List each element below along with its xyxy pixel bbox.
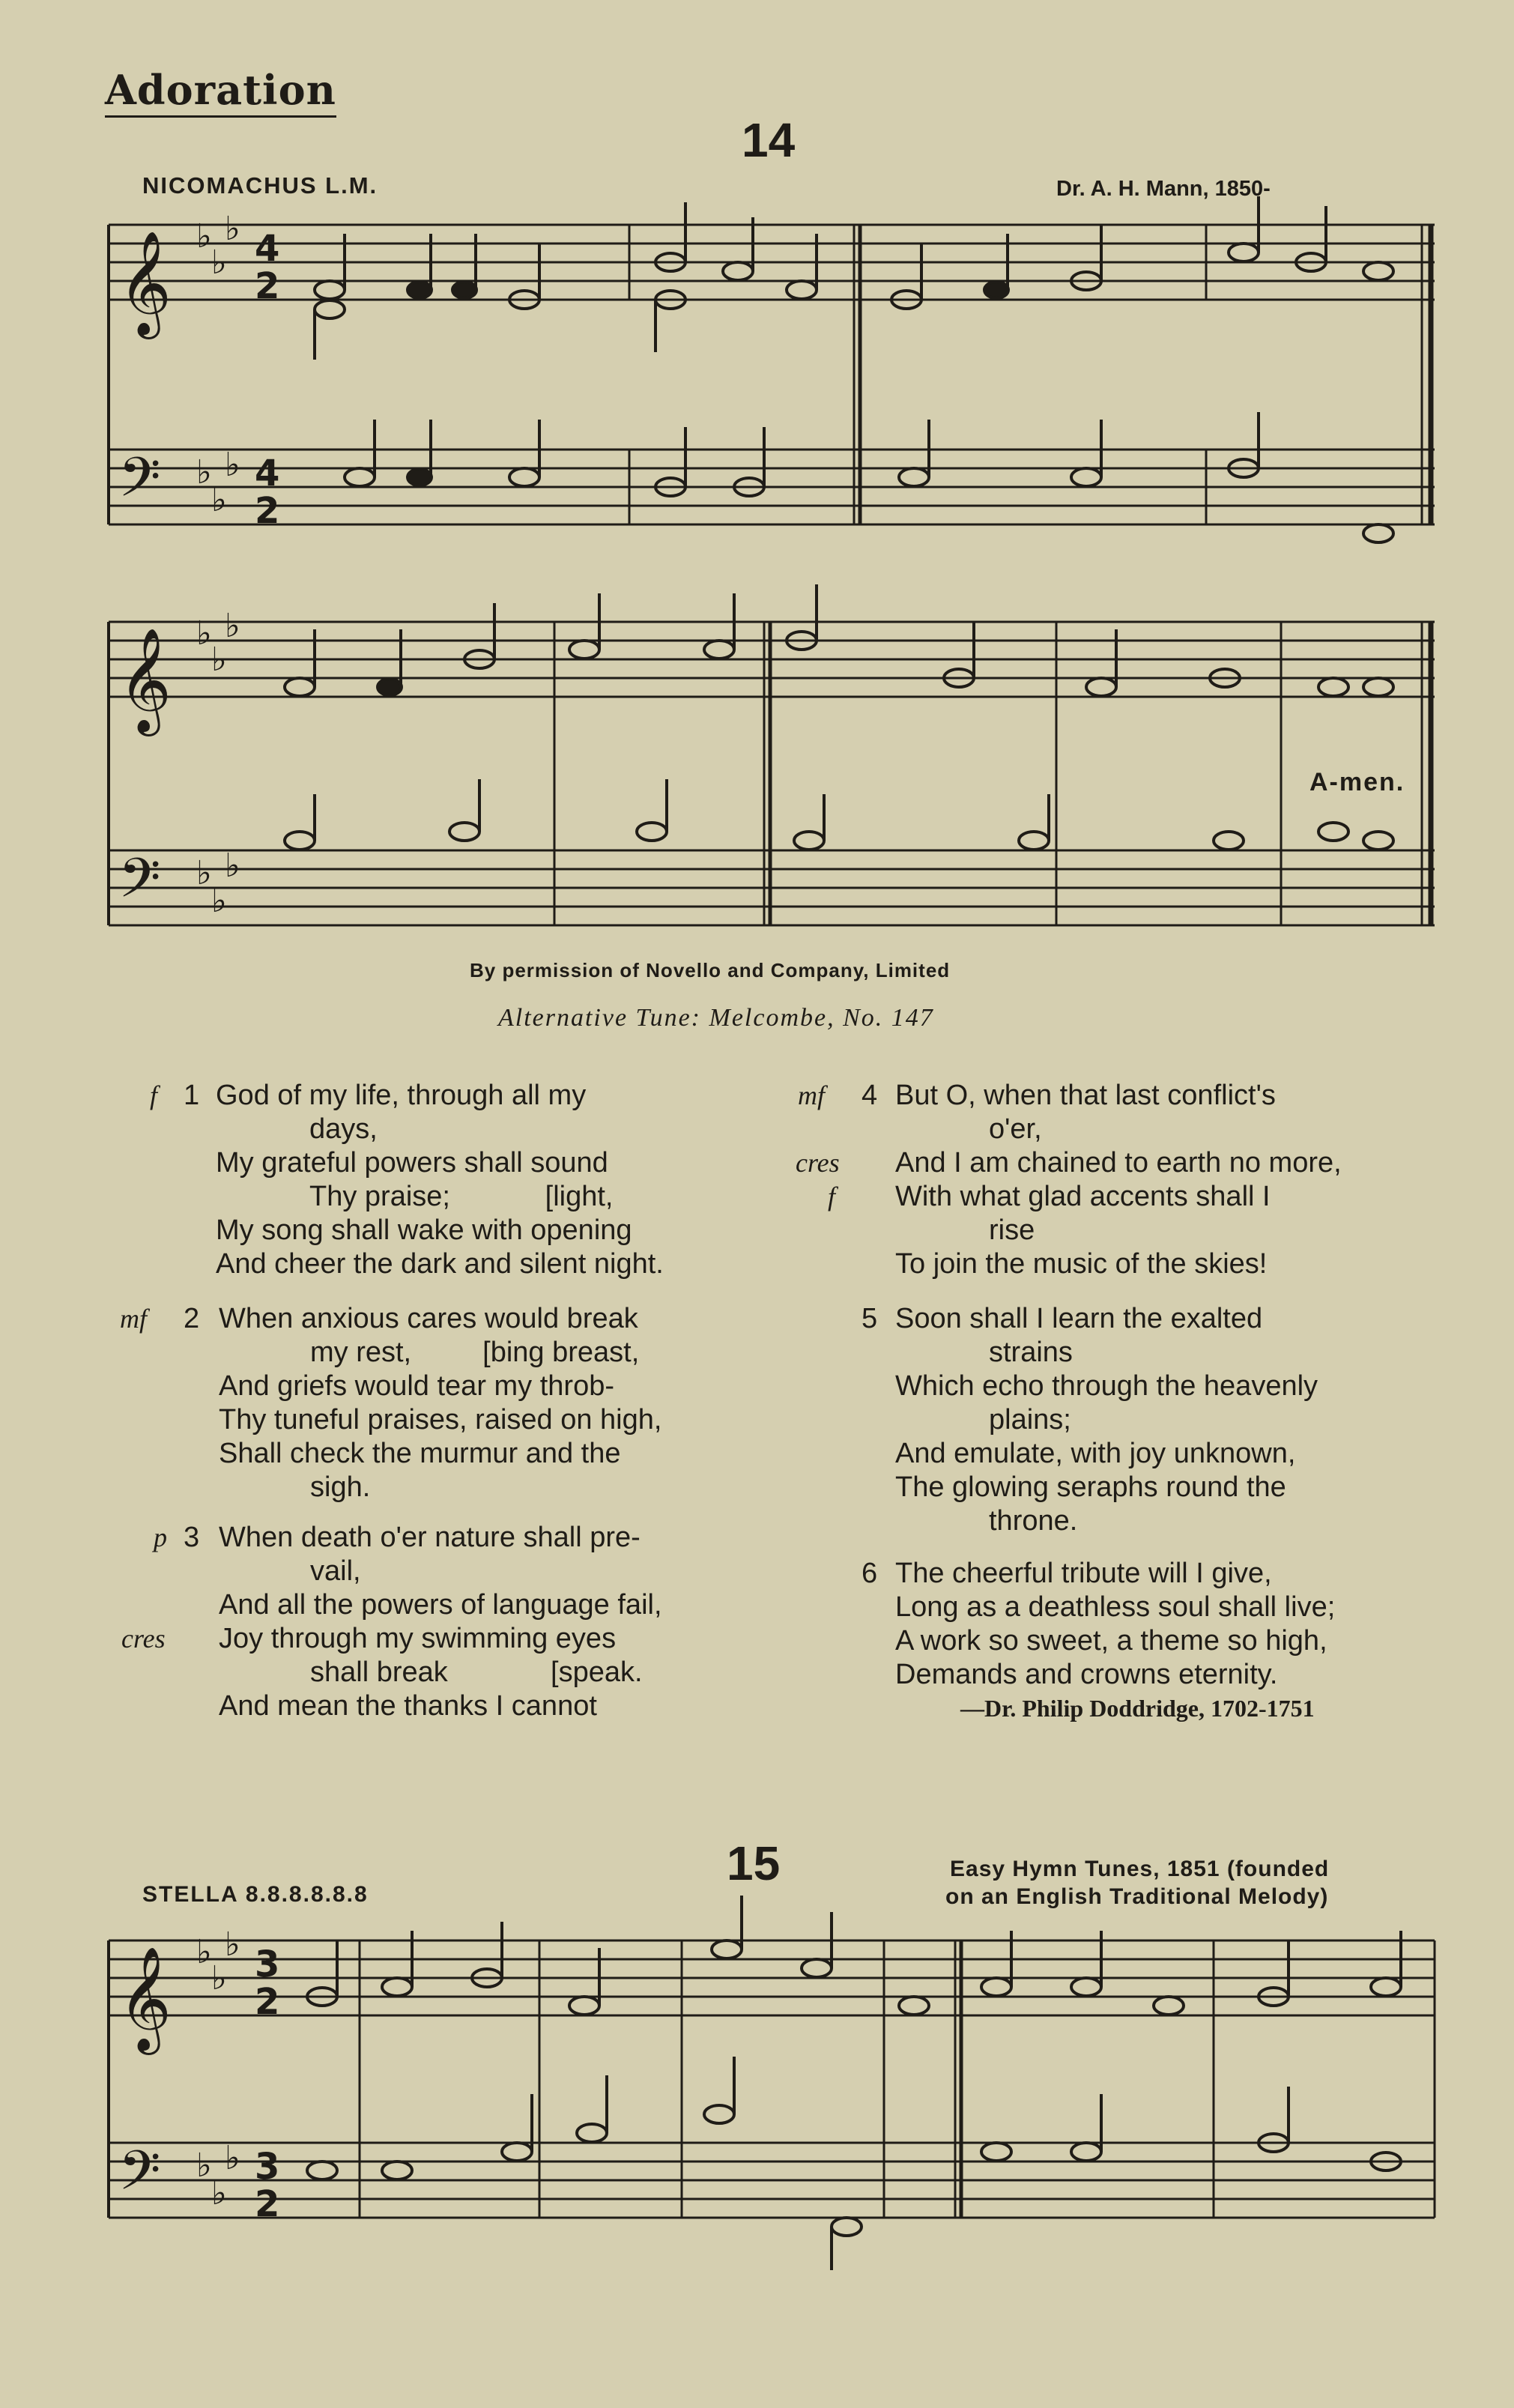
amen-label: A-men.: [1309, 768, 1405, 796]
verse-line: But O, when that last conflict's: [895, 1080, 1276, 1111]
verse-line: Thy tuneful praises, raised on high,: [219, 1404, 662, 1436]
hymn-14-number: 14: [742, 113, 796, 167]
section-title: Adoration: [105, 66, 336, 118]
verse-line: days,: [309, 1113, 378, 1145]
verse-number: 6: [862, 1558, 878, 1589]
svg-text:𝄢: 𝄢: [118, 445, 161, 522]
permission-note: By permission of Novello and Company, Limited: [470, 959, 951, 981]
svg-text:♭: ♭: [196, 2147, 212, 2185]
staff-15-bass: [109, 2143, 1435, 2218]
verse-line: vail,: [310, 1555, 361, 1587]
svg-text:♭: ♭: [196, 453, 212, 491]
hymn-14-tune-name: NICOMACHUS L.M.: [142, 172, 378, 199]
verse-number: 4: [862, 1080, 878, 1111]
svg-text:𝄢: 𝄢: [118, 2138, 161, 2215]
dynamic-mark-f: f: [828, 1182, 836, 1211]
verse-line: sigh.: [310, 1471, 371, 1503]
verse-line: To join the music of the skies!: [895, 1248, 1268, 1280]
svg-text:♭: ♭: [196, 854, 212, 892]
verse-line: plains;: [989, 1404, 1071, 1436]
hymn-15-source-line-2: on an English Traditional Melody): [945, 1884, 1329, 1909]
alternative-tune: Alternative Tune: Melcombe, No. 147: [498, 1004, 934, 1032]
svg-text:♭: ♭: [196, 217, 212, 255]
verse-line: shall break [speak.: [310, 1657, 643, 1688]
verse-line: Demands and crowns eternity.: [895, 1659, 1278, 1690]
svg-text:2: 2: [255, 1981, 280, 2023]
verse-line: throne.: [989, 1505, 1078, 1537]
svg-text:♭: ♭: [225, 210, 240, 248]
svg-text:2: 2: [255, 490, 280, 532]
dynamic-mark-cres: cres: [121, 1624, 166, 1654]
svg-text:♭: ♭: [225, 446, 240, 484]
verse-line: Thy praise; [light,: [309, 1181, 614, 1212]
verse-line: My grateful powers shall sound: [216, 1147, 608, 1179]
svg-text:♭: ♭: [225, 607, 240, 645]
dynamic-mark: f: [150, 1080, 158, 1110]
svg-text:♭: ♭: [225, 847, 240, 885]
svg-text:3: 3: [255, 1943, 280, 1985]
verse-line: God of my life, through all my: [216, 1080, 587, 1111]
verse-line: Long as a deathless soul shall live;: [895, 1591, 1336, 1623]
hymn-15-number: 15: [727, 1836, 781, 1890]
dynamic-mark: mf: [120, 1304, 147, 1334]
svg-text:2: 2: [255, 265, 280, 307]
svg-text:4: 4: [255, 453, 280, 494]
svg-text:♭: ♭: [196, 614, 212, 653]
verse-line: rise: [989, 1214, 1035, 1246]
verse-line: A work so sweet, a theme so high,: [895, 1625, 1327, 1657]
hymn-14-composer: Dr. A. H. Mann, 1850-: [1056, 177, 1271, 201]
svg-text:4: 4: [255, 228, 280, 270]
dynamic-mark: p: [154, 1522, 167, 1552]
svg-text:𝄢: 𝄢: [118, 846, 161, 923]
verse-line: And all the powers of language fail,: [219, 1589, 662, 1621]
verse-line: My song shall wake with opening: [216, 1214, 632, 1246]
verse-line: When death o'er nature shall pre-: [219, 1522, 641, 1553]
verse-number: 1: [184, 1080, 200, 1111]
verse-line: And griefs would tear my throb-: [219, 1370, 615, 1402]
verse-line: And mean the thanks I cannot: [219, 1690, 597, 1722]
verse-line: And emulate, with joy unknown,: [895, 1438, 1296, 1469]
svg-text:♭: ♭: [211, 641, 227, 679]
verse-line: With what glad accents shall I: [895, 1181, 1271, 1212]
svg-text:♭: ♭: [211, 481, 227, 519]
verse-line: Soon shall I learn the exalted: [895, 1303, 1263, 1334]
svg-text:♭: ♭: [211, 2174, 227, 2212]
svg-text:𝄞: 𝄞: [118, 628, 172, 732]
svg-text:♭: ♭: [225, 2139, 240, 2177]
dynamic-mark: mf: [798, 1080, 825, 1110]
hymn-15-tune-name: STELLA 8.8.8.8.8.8: [142, 1882, 369, 1907]
svg-text:♭: ♭: [211, 1959, 227, 1997]
verse-line: Shall check the murmur and the: [219, 1438, 621, 1469]
verse-number: 2: [184, 1303, 200, 1334]
hymn-15-source-line-1: Easy Hymn Tunes, 1851 (founded: [950, 1857, 1330, 1881]
svg-text:𝄞: 𝄞: [118, 231, 172, 335]
verse-line: When anxious cares would break: [219, 1303, 638, 1334]
svg-text:♭: ♭: [211, 243, 227, 282]
staff-14-1-treble: [109, 225, 1435, 300]
verse-line: And I am chained to earth no more,: [895, 1147, 1342, 1179]
verse-line: strains: [989, 1337, 1073, 1368]
verse-number: 3: [184, 1522, 200, 1553]
verse-line: my rest, [bing breast,: [310, 1337, 640, 1368]
dynamic-mark-cres: cres: [796, 1148, 840, 1178]
svg-text:𝄞: 𝄞: [118, 1946, 172, 2051]
verse-line: o'er,: [989, 1113, 1042, 1145]
svg-text:3: 3: [255, 2146, 280, 2188]
verse-line: Joy through my swimming eyes: [219, 1623, 617, 1654]
svg-text:♭: ♭: [211, 882, 227, 920]
hymn-14-author: —Dr. Philip Doddridge, 1702-1751: [960, 1695, 1315, 1722]
verse-line: The glowing seraphs round the: [895, 1471, 1286, 1503]
svg-text:2: 2: [255, 2183, 280, 2225]
svg-text:♭: ♭: [225, 1926, 240, 1964]
verse-line: And cheer the dark and silent night.: [216, 1248, 664, 1280]
verse-number: 5: [862, 1303, 878, 1334]
staff-15-treble: [109, 1940, 1435, 2015]
verse-line: Which echo through the heavenly: [895, 1370, 1318, 1402]
svg-text:♭: ♭: [196, 1933, 212, 1971]
verse-line: The cheerful tribute will I give,: [895, 1558, 1272, 1589]
